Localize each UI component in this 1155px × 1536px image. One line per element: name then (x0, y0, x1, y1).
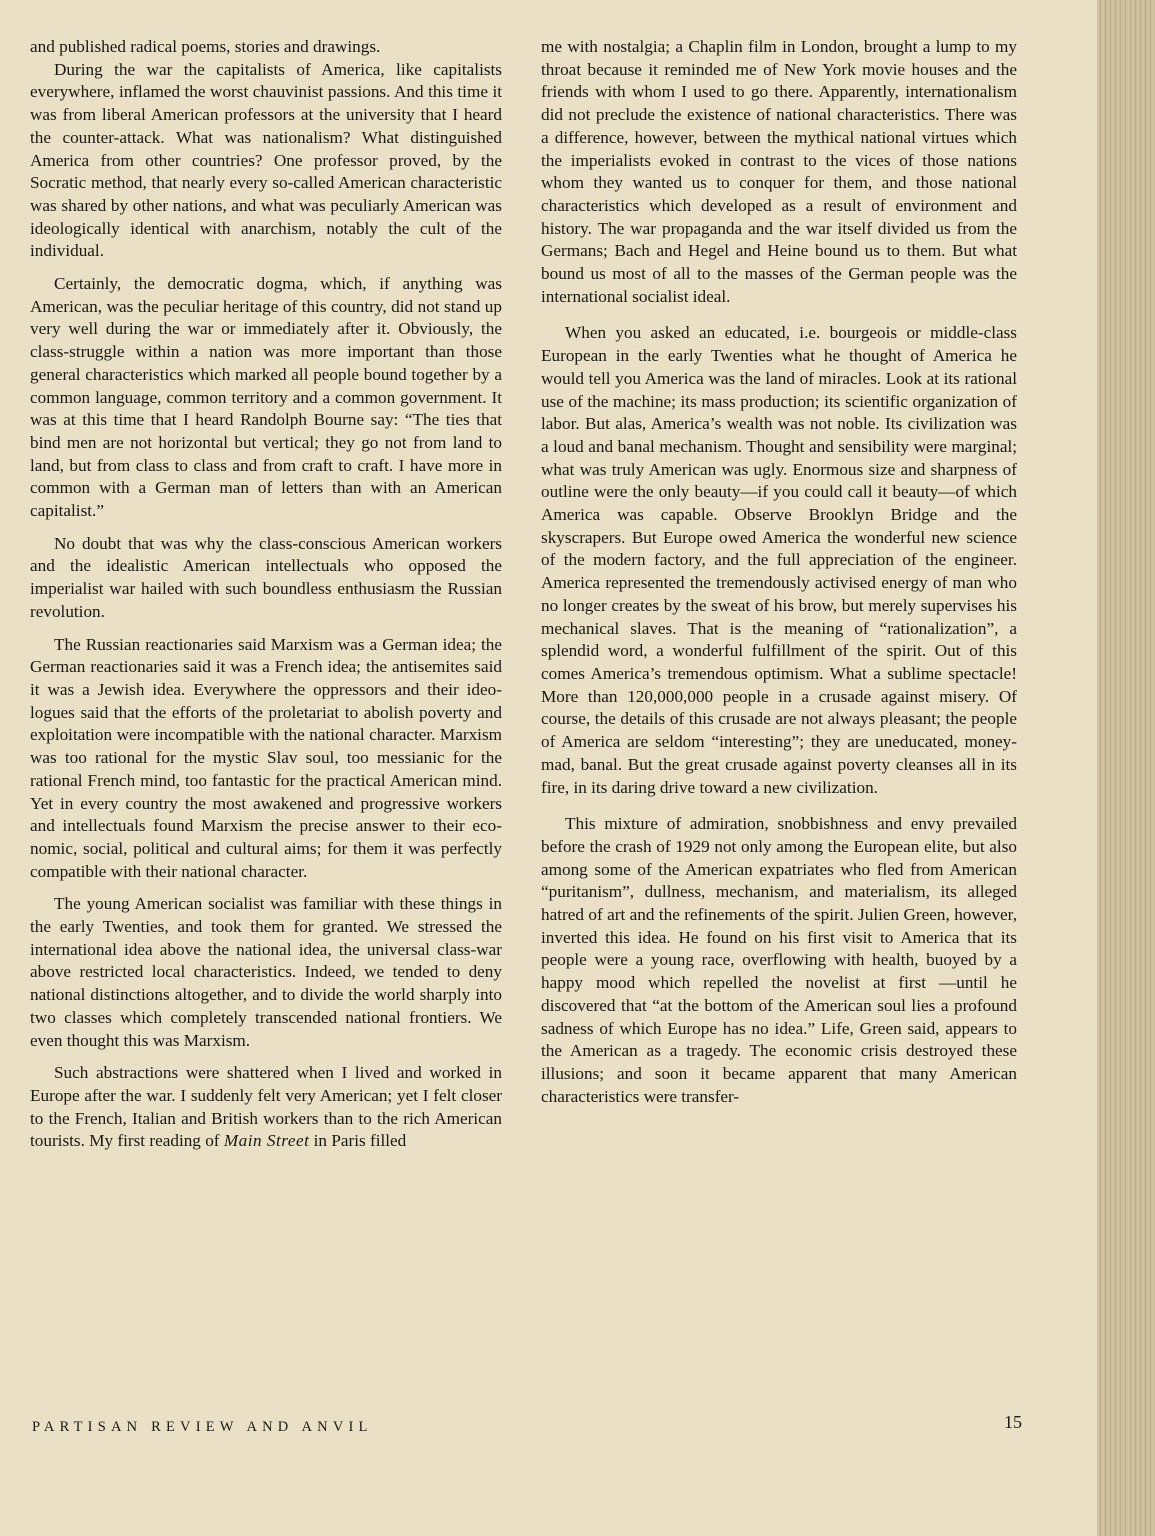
paragraph: Certainly, the democratic dogma, which, if anything was American, was the peculiar heritage of this country, did not stand up very well during the war or immediately after it. Obviously, the class-struggle within a nation was more important than those general characteristics which marked all people bound together by a common language, common territory and a common government. It was at this time that I heard Randolph Bourne say: “The ties that bind men are not horizontal but vertical; they go not from land to land, but from class to class and from craft to craft. I have more in common with a German man of letters than with an American capitalist.” (30, 274, 502, 521)
paragraph: During the war the capitalists of America, like capitalists everywhere, inflamed the worst chauvinist passions. And this time it was from liberal American professors at the university that I heard the counter-attack. What was nationalism? What distinguished America from other countries? One professor proved, by the Socratic method, that nearly every so-called American characteristic was shared by other nations, and what was peculiarly American was ideologically identical with anarchism, notably the cult of the individual. (30, 59, 502, 261)
paragraph-text: Such abstractions were shattered when I lived and worked in Europe after the war. I suddenly felt very American; yet I felt closer to the French, Italian and British workers than to the rich American tourists. My first reading of (30, 1063, 502, 1151)
paragraph: This mixture of admiration, snobbishness and envy prevailed before the crash of 1929 not only among the European elite, but also among some of the American expatriates who fled from American “puritanism”, dullness, mechanism, and materialism, its alleged hatred of art and the refinements of the spirit. Julien Green, however, inverted this idea. He found on his first visit to America that its people were a young race, overflowing with health, buoyed by a happy mood which repelled the novelist at first —until he discovered that “at the bottom of the American soul lies a profound sadness of which Europe has no idea.” Life, Green said, appears to the American as a tragedy. The economic crisis destroyed these illusions; and soon it became apparent that many American characteristics were transfer- (541, 814, 1017, 1106)
paragraph: When you asked an educated, i.e. bourgeois or middle-class European in the early Twenties what he thought of America he would tell you America was the land of miracles. Look at its rational use of the machine; its mass production; its scientific organization of labor. But alas, America’s wealth was not noble. Its civilization was a loud and banal mechanism. Thought and sensibility were marginal; what was truly American was ugly. Enormous size and sharpness of outline were the only beauty—if you could call it beauty—of which America was capable. Observe Brooklyn Bridge and the skyscrapers. But Europe owed America the wonderful new science of the modern factory, and the full appreciation of the engineer. America represented the tremendously activised energy of man who no longer creates by the sweat of his brow, but merely supervises his mechanical slaves. That is the meaning of “rationalization”, a splendid word, a wonderful fulfillment of the spirit. Out of this comes America’s tremendous optimism. What a sublime spectacle! More than 120,000,000 people in a crusade against misery. Of course, the details of this crusade are not always pleasant; the people of America are seldom “interesting”; they are uneducated, money-mad, banal. But the great crusade against poverty cleanses all in its fire, in its daring drive toward a new civilization. (541, 323, 1017, 797)
running-footer-title: PARTISAN REVIEW AND ANVIL (32, 1419, 373, 1435)
paragraph (30, 1062, 502, 1153)
paragraph-text: in Paris filled (309, 1131, 407, 1151)
page-number: 15 (1004, 1412, 1022, 1432)
left-text-column (30, 36, 502, 1153)
paragraph: No doubt that was why the class-conscious American workers and the idealistic American intellectuals who opposed the imperialist war hailed with such boundless enthusiasm the Russian revolution. (30, 533, 502, 621)
paragraph: me with nostalgia; a Chaplin film in London, brought a lump to my throat because it reminded me of New York movie houses and the friends with whom I used to go there. Apparently, internationalism did not preclude the existence of national characteristics. There was a difference, however, between the mythical national virtues which the imperialists evoked in contrast to the vices of those nations whom they wanted us to conquer for them, and those national characteristics which developed as a result of environment and history. The war propaganda and the war itself divided us from the Germans; Bach and Hegel and Heine bound us to them. But what bound us most of all to the masses of the German people was the international socialist ideal. (541, 37, 1017, 306)
right-text-column (541, 36, 1017, 1108)
paragraph: and published radical poems, stories and drawings. (30, 37, 381, 56)
book-title: Main Street (223, 1131, 310, 1151)
paragraph: The young American socialist was familiar with these things in the early Twenties, and took them for granted. We stressed the international idea above the national idea, the universal class-war above restricted local characteristics. Indeed, we tended to deny national distinctions altogether, and to divide the world sharply into two classes which completely transcended national frontiers. We even thought this was Marxism. (30, 894, 502, 1050)
paragraph: The Russian reactionaries said Marxism was a German idea; the German reactionaries said it was a French idea; the antisemites said it was a Jewish idea. Everywhere the oppressors and their ideologues said that the efforts of the proletariat to abolish poverty and exploitation were incompatible with the national character. Marxism was too rational for the mystic Slav soul, too messianic for the rational French mind, too fantastic for the practical American mind. Yet in every country the most awakened and progressive workers and intellectuals found Marxism the precise answer to their economic, social, political and cultural aims; for them it was perfectly compatible with their national character. (30, 634, 502, 881)
page-edge-binding (1097, 0, 1155, 1536)
